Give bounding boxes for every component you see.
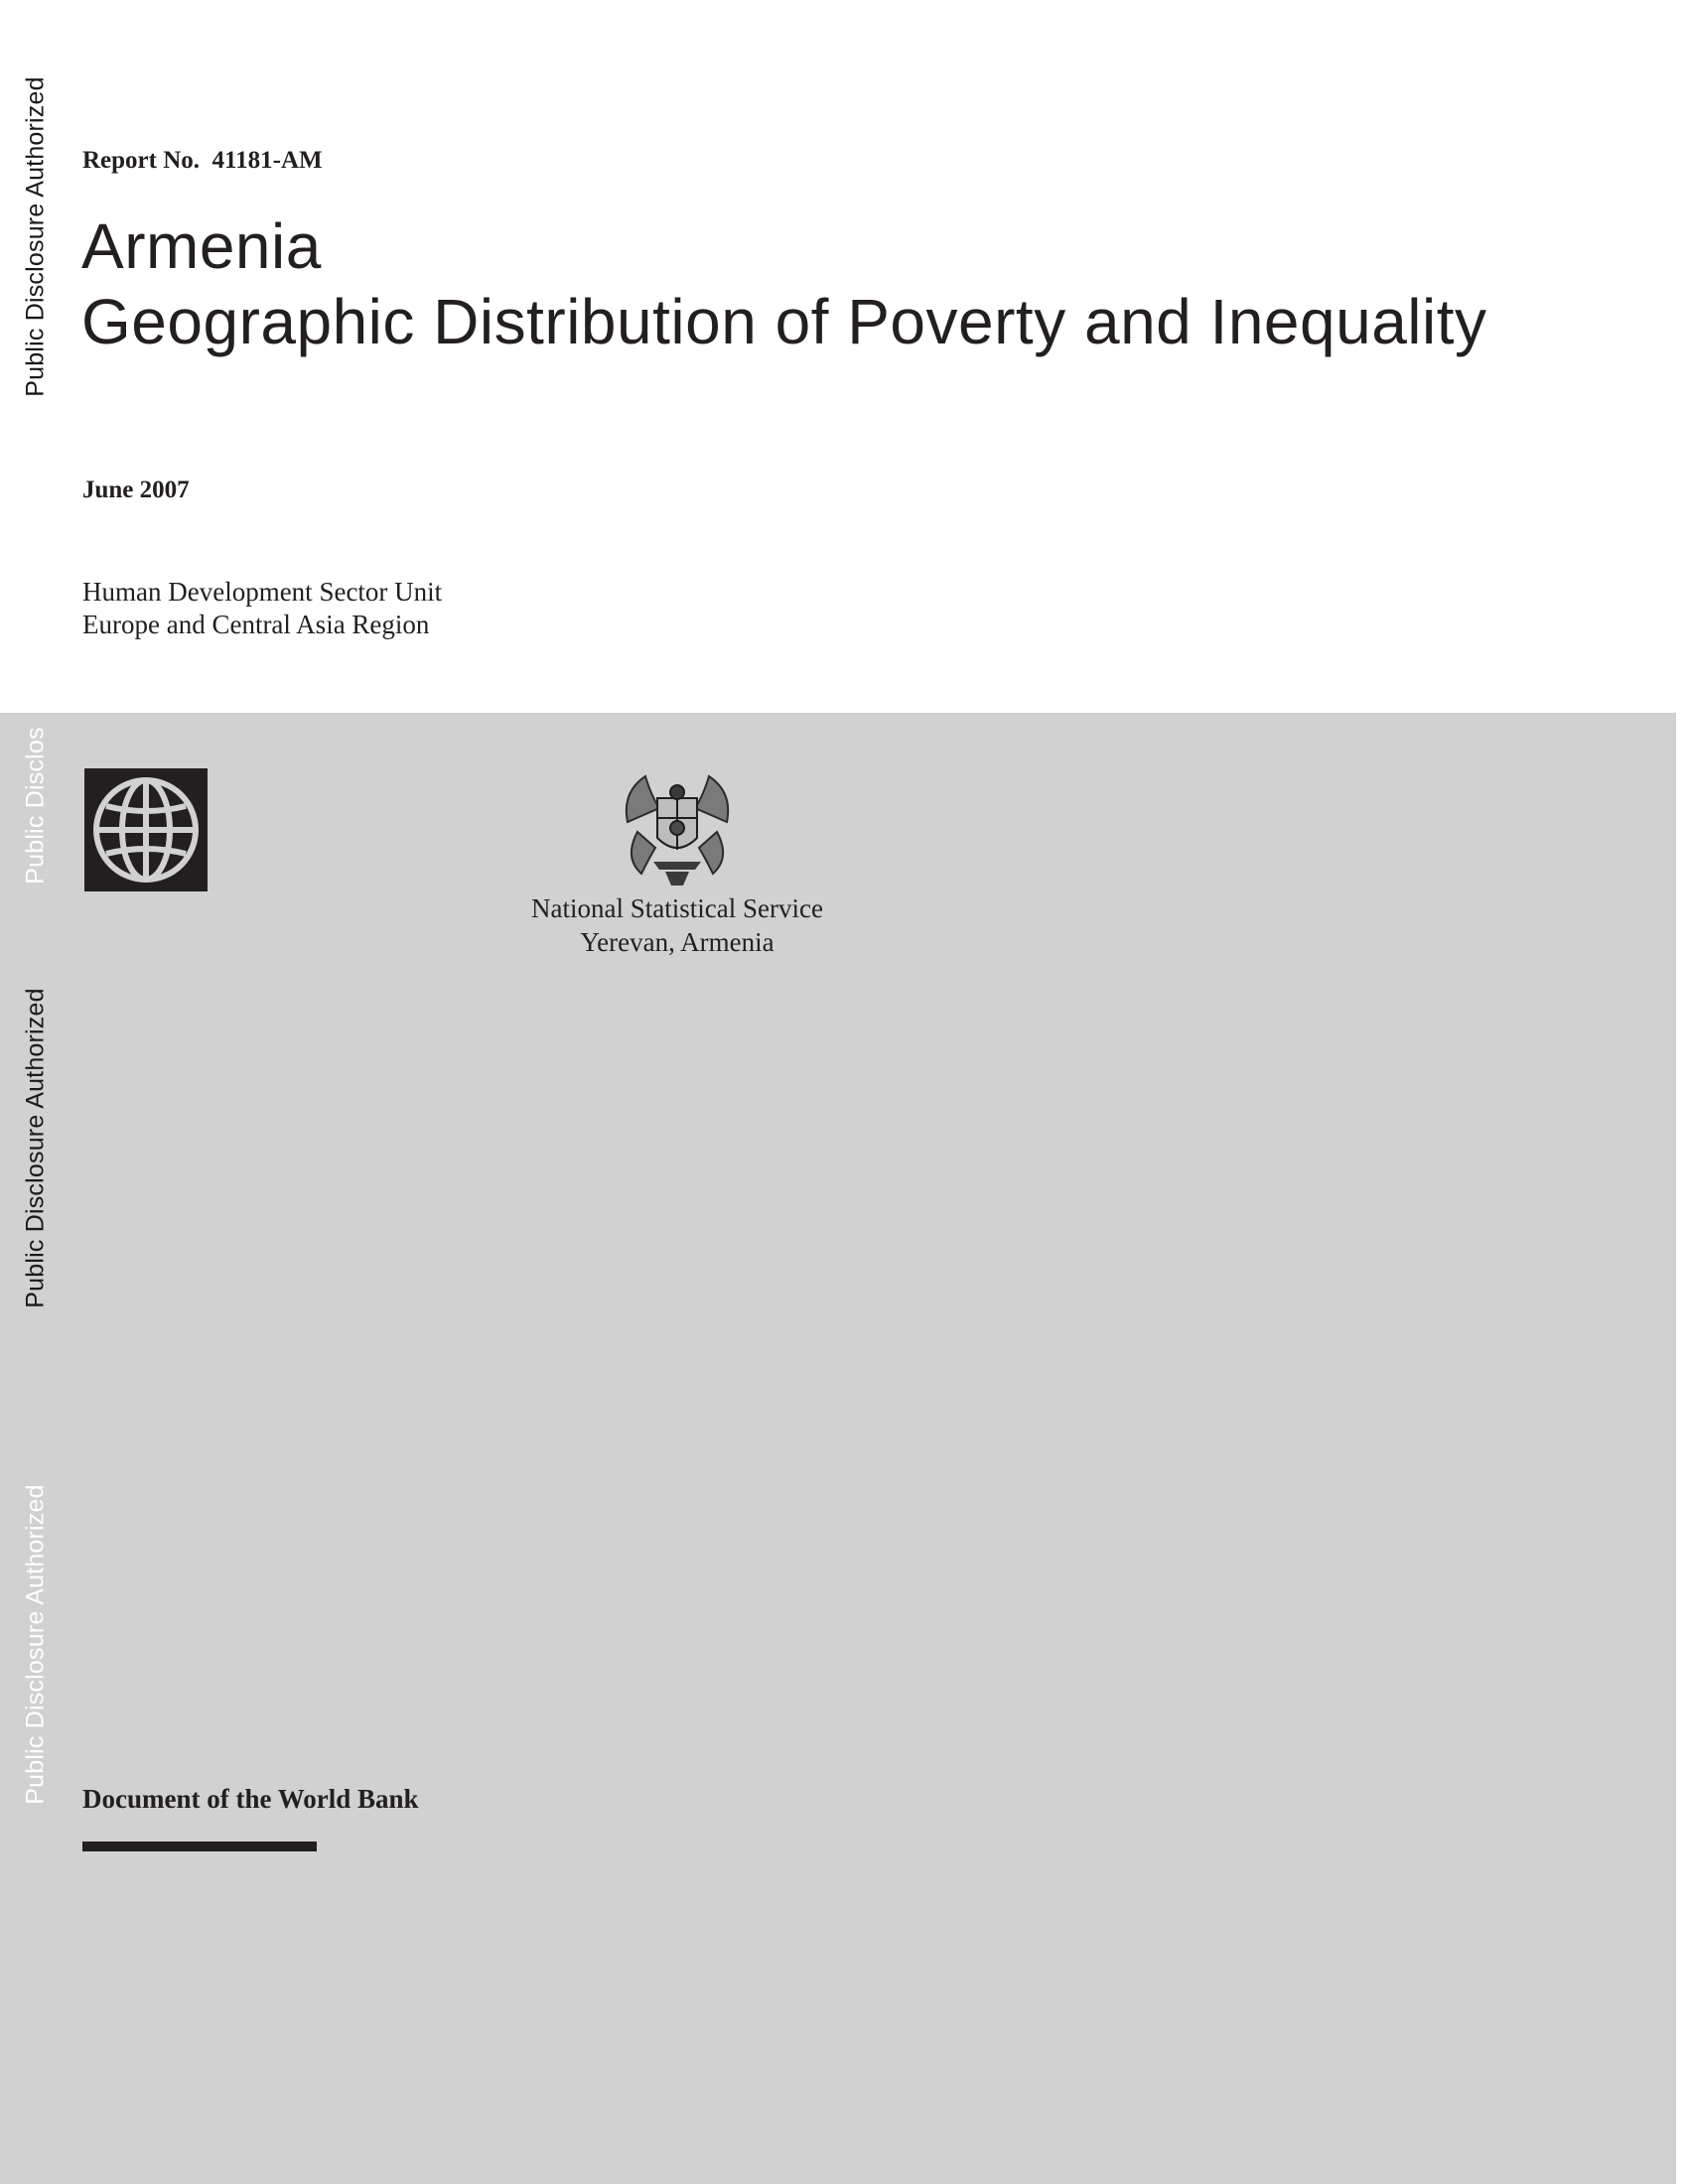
sector-unit-line-2: Europe and Central Asia Region bbox=[82, 610, 430, 639]
report-title bbox=[81, 208, 1487, 359]
report-number: Report No. 41181-AM bbox=[82, 147, 323, 174]
national-statistical-service bbox=[477, 891, 878, 959]
nss-line-2: Yerevan, Armenia bbox=[580, 927, 774, 957]
side-label-public-disclosure-bottom: Public Disclosure Authorized bbox=[21, 1484, 50, 1805]
world-bank-globe-icon bbox=[84, 768, 208, 891]
side-label-public-disclosure-middle: Public Disclosure Authorized bbox=[21, 988, 50, 1308]
sector-unit bbox=[82, 576, 442, 641]
document-of-the-world-bank: Document of the World Bank bbox=[82, 1784, 419, 1814]
side-label-public-disclosure-top: Public Disclosure Authorized bbox=[21, 76, 50, 397]
armenia-coat-of-arms-icon bbox=[608, 762, 747, 891]
nss-line-1: National Statistical Service bbox=[531, 893, 823, 923]
sector-unit-line-1: Human Development Sector Unit bbox=[82, 577, 443, 607]
report-title-line-2: Geographic Distribution of Poverty and Inequality bbox=[81, 286, 1487, 357]
side-label-public-disclosure-cut: Public Disclos bbox=[21, 727, 50, 885]
report-title-line-1: Armenia bbox=[81, 210, 322, 282]
footer-rule bbox=[82, 1842, 317, 1851]
report-date: June 2007 bbox=[82, 477, 190, 503]
